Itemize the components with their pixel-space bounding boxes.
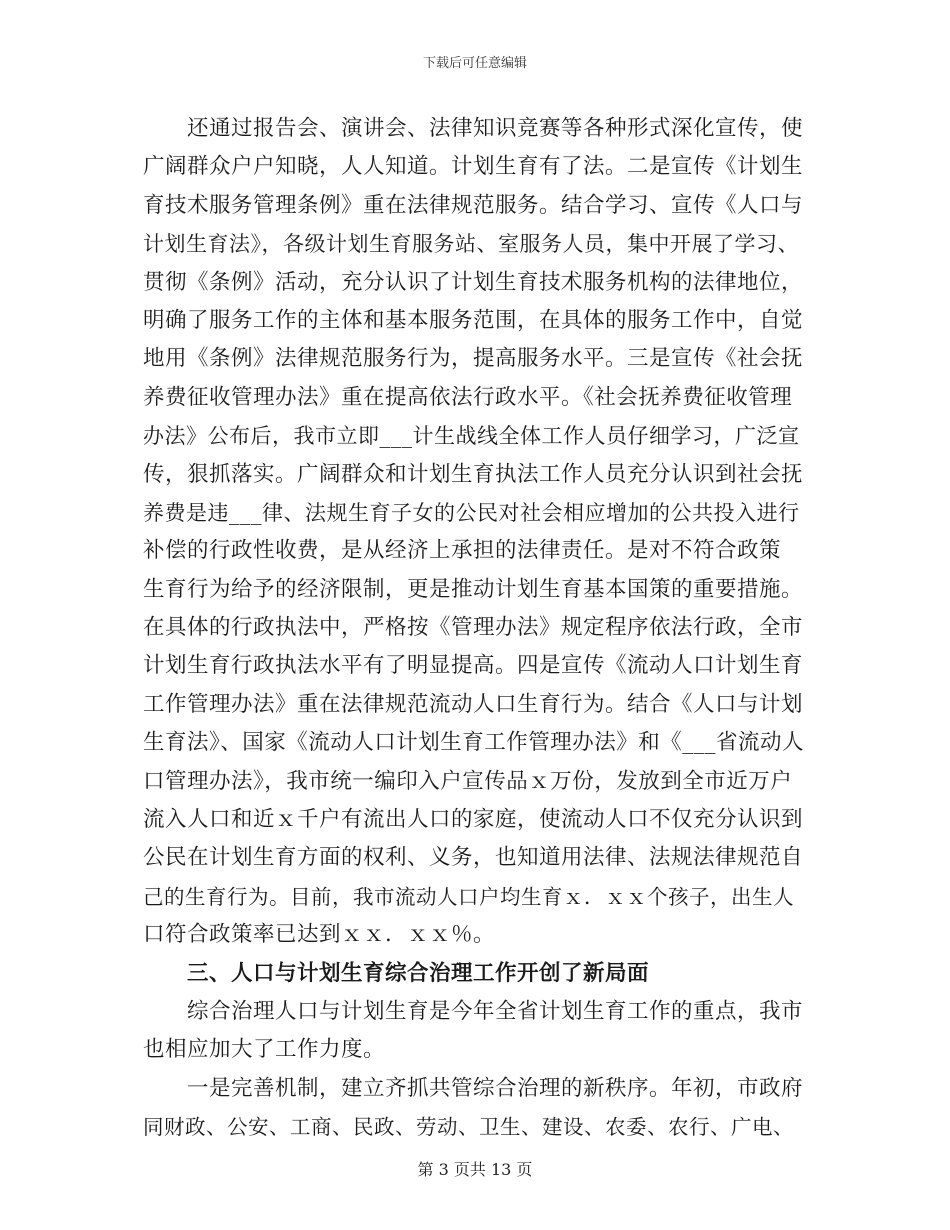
body-line: 养费征收管理办法》重在提高依法行政水平。《社会抚养费征收管理 [143, 384, 793, 410]
body-line: 贯彻《条例》活动，充分认识了计划生育技术服务机构的法律地位， [143, 269, 804, 295]
body-line: 养费是违___律、法规生育子女的公民对社会相应增加的公共投入进行 [143, 500, 800, 525]
body-line: 在具体的行政执法中，严格按《管理办法》规定程序依法行政，全市 [143, 615, 804, 641]
body-line: 己的生育行为。目前，我市流动人口户均生育ｘ．ｘｘ个孩子，出生人 [143, 884, 794, 909]
body-line: 育技术服务管理条例》重在法律规范服务。结合学习、宣传《人口与 [143, 192, 804, 218]
body-line: 计划生育行政执法水平有了明显提高。四是宣传《流动人口计划生育 [143, 653, 804, 679]
section-line: 一是完善机制，建立齐抓共管综合治理的新秩序。年初，市政府 [187, 1075, 804, 1101]
body-line: 口管理办法》，我市统一编印入户宣传品ｘ万份，发放到全市近万户 [143, 768, 793, 794]
body-line: 传，狠抓落实。广阔群众和计划生育执法工作人员充分认识到社会抚 [143, 461, 804, 487]
body-line: 还通过报告会、演讲会、法律知识竞赛等各种形式深化宣传，使 [187, 116, 804, 141]
body-line: 公民在计划生育方面的权利、义务，也知道用法律、法规法律规范自 [143, 845, 804, 871]
body-line: 办法》公布后，我市立即___计生战线全体工作人员仔细学习，广泛宣 [143, 424, 800, 449]
body-line: 广阔群众户户知晓，人人知道。计划生育有了法。二是宣传《计划生 [143, 154, 804, 180]
page-footer: 第 3 页共 13 页 [417, 1160, 533, 1179]
body-line: 地用《条例》法律规范服务行为，提高服务水平。三是宣传《社会抚 [143, 346, 804, 372]
section-line: 同财政、公安、工商、民政、劳动、卫生、建设、农委、农行、广电、 [143, 1115, 794, 1140]
body-line: 计划生育法》，各级计划生育服务站、室服务人员，集中开展了学习、 [143, 232, 799, 257]
body-line: 生育行为给予的经济限制，更是推动计划生育基本国策的重要措施。 [143, 576, 804, 602]
section-line: 综合治理人口与计划生育是今年全省计划生育工作的重点，我市 [187, 998, 804, 1024]
body-line: 口符合政策率已达到ｘｘ．ｘｘ％。 [143, 922, 496, 948]
body-line: 工作管理办法》重在法律规范流动人口生育行为。结合《人口与计划 [143, 691, 804, 717]
document-body [143, 110, 808, 1147]
section-heading: 三、人口与计划生育综合治理工作开创了新局面 [187, 960, 650, 986]
section-line: 也相应加大了工作力度。 [143, 1037, 386, 1063]
body-line: 生育法》、国家《流动人口计划生育工作管理办法》和《___省流动人 [143, 730, 805, 756]
body-line: 明确了服务工作的主体和基本服务范围，在具体的服务工作中，自觉 [143, 307, 804, 333]
body-line: 补偿的行政性收费，是从经济上承担的法律责任。是对不符合政策 [143, 538, 782, 564]
page-header: 下载后可任意编辑 [422, 56, 527, 71]
body-line: 流入人口和近ｘ千户有流出人口的家庭，使流动人口不仅充分认识到 [143, 807, 804, 833]
